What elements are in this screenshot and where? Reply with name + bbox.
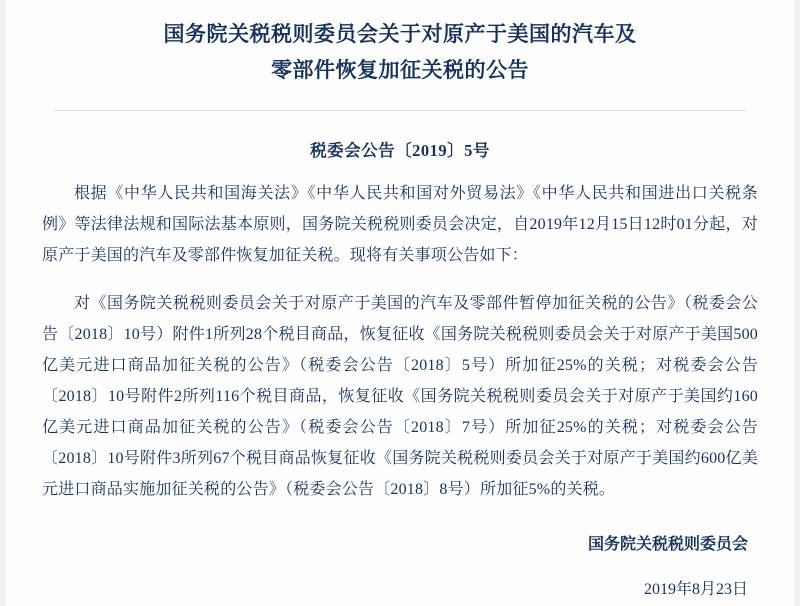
document-title-block (42, 10, 758, 88)
paragraph-2: 对《国务院关税税则委员会关于对原产于美国的汽车及零部件暂停加征关税的公告》（税委会公告〔2018〕10号）附件1所列28个税目商品，恢复征收《国务院关税税则委员会关于对原产于美国500亿美元进口商品加征关税的公告》（税委会公告〔2018〕5号）所加征25%的关税；对税委会公告〔2018〕10号附件2所列116个税目商品，恢复征收《国务院关税税则委员会关于对原产于美国约160亿美元进口商品加征关税的公告》（税委会公告〔2018〕7号）所加征25%的关税；对税委会公告〔2018〕10号附件3所列67个税目商品恢复征收《国务院关税税则委员会关于对原产于美国约600亿美元进口商品实施加征关税的公告》（税委会公告〔2018〕8号）所加征5%的关税。 (42, 295, 758, 498)
page-right-edge (794, 0, 800, 606)
paragraph-1: 根据《中华人民共和国海关法》《中华人民共和国对外贸易法》《中华人民共和国进出口关税条例》等法律法规和国际法基本原则，国务院关税税则委员会决定，自2019年12月15日12时01分起，对原产于美国的汽车及零部件恢复加征关税。现将有关事项公告如下： (42, 185, 758, 264)
title-divider (54, 110, 746, 111)
document-signature: 国务院关税税则委员会 (587, 536, 748, 553)
document-date: 2019年8月23日 (643, 581, 748, 598)
page-title-line-2: 零部件恢复加征关税的公告 (271, 58, 529, 82)
page-left-edge (0, 0, 6, 606)
page-title-line-1: 国务院关税税则委员会关于对原产于美国的汽车及 (163, 22, 637, 46)
document-number: 税委会公告〔2019〕5号 (310, 141, 490, 160)
